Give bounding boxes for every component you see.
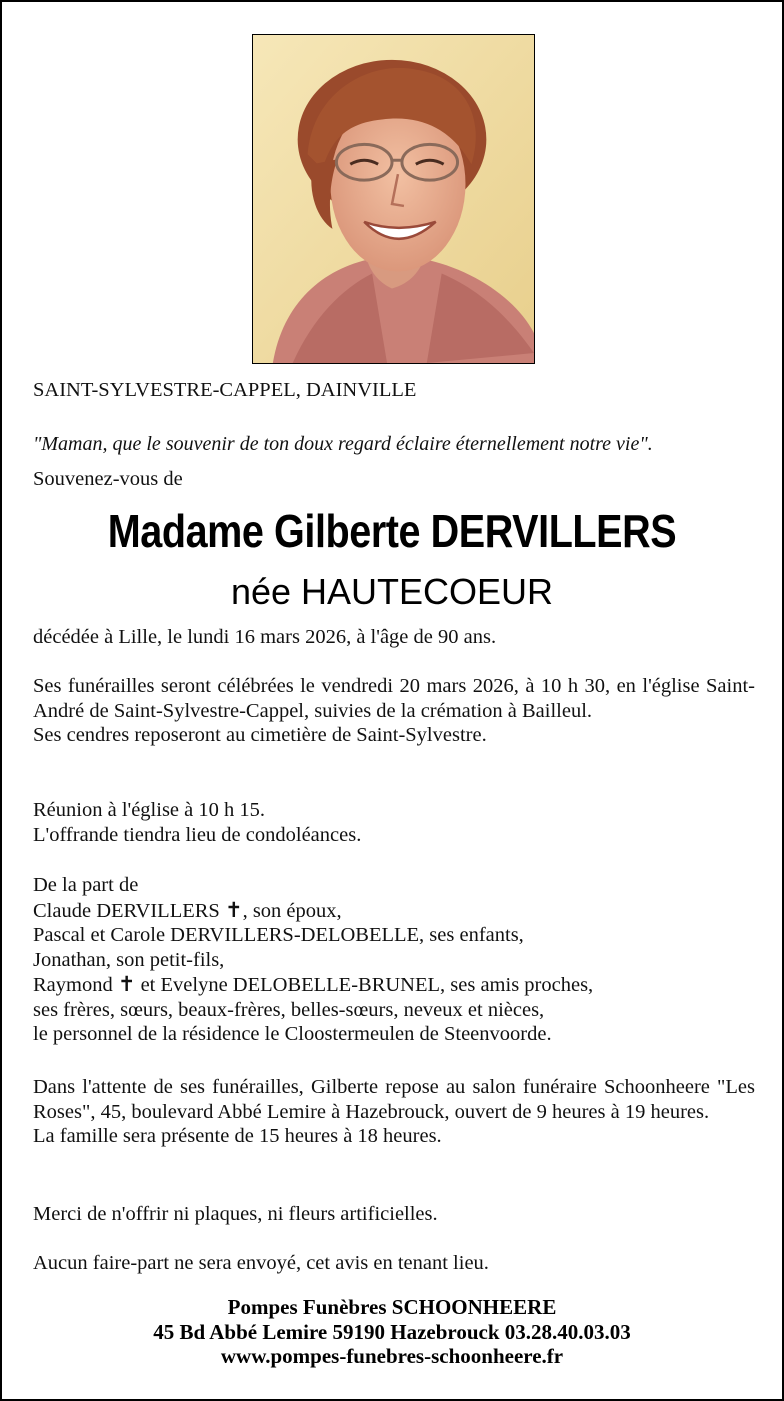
cross-icon: ✝	[224, 897, 243, 922]
family-friends	[33, 972, 755, 998]
meeting-time: Réunion à l'église à 10 h 15.	[33, 799, 265, 821]
cross-icon: ✝	[117, 972, 136, 996]
family-spouse	[33, 898, 755, 924]
funeral-ashes: Ses cendres reposeront au cimetière de Saint-Sylvestre.	[33, 724, 487, 746]
funeral-home-details	[33, 1075, 755, 1149]
meeting-details	[33, 798, 755, 847]
funeral-ceremony: Ses funérailles seront célébrées le vendredi 20 mars 2026, à 10 h 30, en l'église Saint-André de Saint-Sylvestre-Cappel, suivies de la crémation à Bailleul.	[33, 675, 755, 722]
funeral-company-footer	[2, 1295, 782, 1369]
offering-note: L'offrande tiendra lieu de condoléances.	[33, 823, 362, 846]
friend-rest: et Evelyne DELOBELLE-BRUNEL, ses amis proches,	[135, 974, 594, 996]
family-siblings: ses frères, sœurs, beaux-frères, belles-sœurs, neveux et nièces,	[33, 998, 545, 1021]
memorial-quote: "Maman, que le souvenir de ton doux regard éclaire éternellement notre vie".	[33, 433, 653, 455]
funeral-details	[33, 674, 755, 748]
friend-name: Raymond	[33, 974, 113, 996]
company-website[interactable]: www.pompes-funebres-schoonheere.fr	[220, 1344, 564, 1368]
locations: SAINT-SYLVESTRE-CAPPEL, DAINVILLE	[33, 379, 417, 401]
family-grandson: Jonathan, son petit-fils,	[33, 948, 225, 971]
family-presence: La famille sera présente de 15 heures à 18 heures.	[33, 1125, 442, 1147]
family-list	[33, 873, 755, 1047]
family-staff: le personnel de la résidence le Cloostermeulen de Steenvoorde.	[33, 1023, 552, 1045]
no-flowers-note: Merci de n'offrir ni plaques, ni fleurs artificielles.	[33, 1203, 438, 1225]
deceased-name: Madame Gilberte DERVILLERS	[107, 505, 677, 557]
portrait-photo	[252, 34, 535, 364]
maiden-name: née HAUTECOEUR	[230, 571, 554, 612]
family-intro: De la part de	[33, 874, 139, 896]
death-details: décédée à Lille, le lundi 16 mars 2026, à l'âge de 90 ans.	[33, 626, 497, 648]
no-announcement-note: Aucun faire-part ne sera envoyé, cet avis en tenant lieu.	[33, 1252, 489, 1274]
portrait-illustration	[253, 35, 534, 363]
company-name: Pompes Funèbres SCHOONHEERE	[227, 1295, 557, 1319]
company-address: 45 Bd Abbé Lemire 59190 Hazebrouck 03.28.40.03.03	[153, 1319, 631, 1344]
intro-text: Souvenez-vous de	[33, 468, 183, 490]
family-children: Pascal et Carole DERVILLERS-DELOBELLE, ses enfants,	[33, 924, 524, 946]
spouse-name: Claude DERVILLERS	[33, 899, 220, 922]
spouse-role: , son époux,	[242, 899, 342, 922]
funeral-home-info: Dans l'attente de ses funérailles, Gilberte repose au salon funéraire Schoonheere "Les Roses", 45, boulevard Abbé Lemire à Hazebrouck, ouvert de 9 heures à 19 heures.	[33, 1076, 755, 1123]
